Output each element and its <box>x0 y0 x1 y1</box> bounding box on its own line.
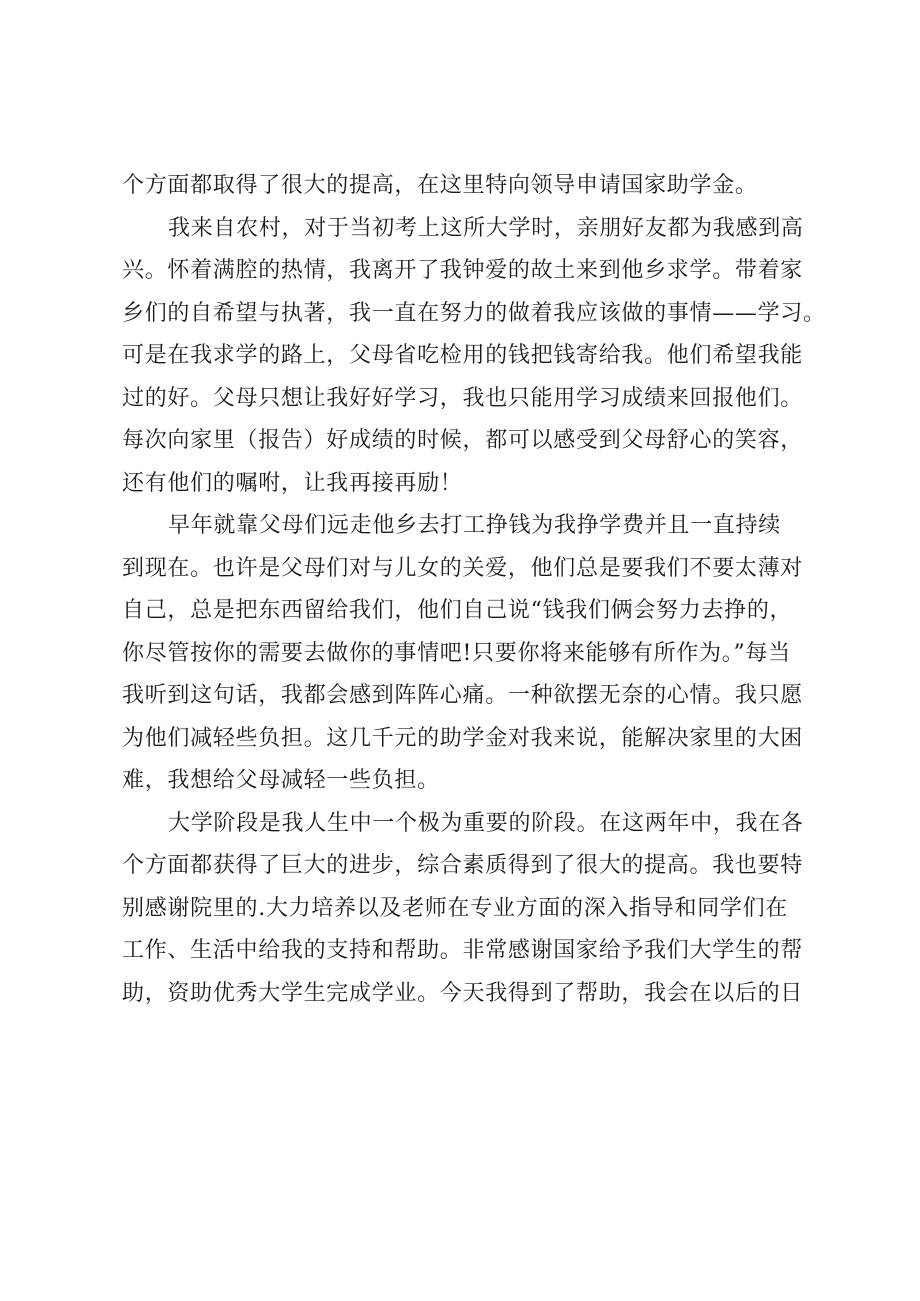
paragraph-3 <box>122 505 822 803</box>
text-line: 早年就靠父母们远走他乡去打工挣钱为我挣学费并且一直持续 <box>168 513 781 538</box>
text-line: 兴。怀着满腔的热情，我离开了我钟爱的故土来到他乡求学。带着家 <box>122 258 804 283</box>
text-line: 到现在。也许是父母们对与儿女的关爱，他们总是要我们不要太薄对 <box>122 555 804 581</box>
text-line: 自己，总是把东西留给我们，他们自己说“钱我们俩会努力去挣的， <box>122 598 793 623</box>
text-line: 别感谢院里的.大力培养以及老师在专业方面的深入指导和同学们在 <box>122 895 788 921</box>
text-line: 每次向家里（报告）好成绩的时候，都可以感受到父母舒心的笑容， <box>122 428 804 453</box>
text-line: 助，资助优秀大学生完成学业。今天我得到了帮助，我会在以后的日 <box>122 980 804 1006</box>
text-line: 我听到这句话，我都会感到阵阵心痛。一种欲摆无奈的心情。我只愿 <box>122 683 804 708</box>
paragraph-4 <box>122 803 822 1016</box>
text-line: 为他们减轻些负担。这几千元的助学金对我来说，能解决家里的大困 <box>122 725 804 751</box>
text-line: 个方面都取得了很大的提高，在这里特向领导申请国家助学金。 <box>122 173 758 198</box>
paragraph-2 <box>122 208 826 506</box>
text-line: 我来自农村，对于当初考上这所大学时，亲朋好友都为我感到高 <box>168 215 804 241</box>
text-line: 乡们的自希望与执著，我一直在努力的做着我应该做的事情——学习。 <box>122 300 826 326</box>
text-line: 你尽管按你的需要去做你的事情吧!只要你将来能够有所作为。”每当 <box>122 640 791 666</box>
text-line: 还有他们的嘱咐，让我再接再励！ <box>122 470 463 496</box>
text-line: 可是在我求学的路上，父母省吃检用的钱把钱寄给我。他们希望我能 <box>122 343 804 368</box>
text-line: 个方面都获得了巨大的进步，综合素质得到了很大的提高。我也要特 <box>122 853 804 878</box>
document-body <box>122 165 826 1015</box>
paragraph-1-continued <box>122 165 822 208</box>
text-line: 难，我想给父母减轻一些负担。 <box>122 768 440 793</box>
text-line: 工作、生活中给我的支持和帮助。非常感谢国家给予我们大学生的帮 <box>122 938 804 963</box>
text-line: 过的好。父母只想让我好好学习，我也只能用学习成绩来回报他们。 <box>122 385 804 411</box>
text-line: 大学阶段是我人生中一个极为重要的阶段。在这两年中，我在各 <box>168 810 804 836</box>
